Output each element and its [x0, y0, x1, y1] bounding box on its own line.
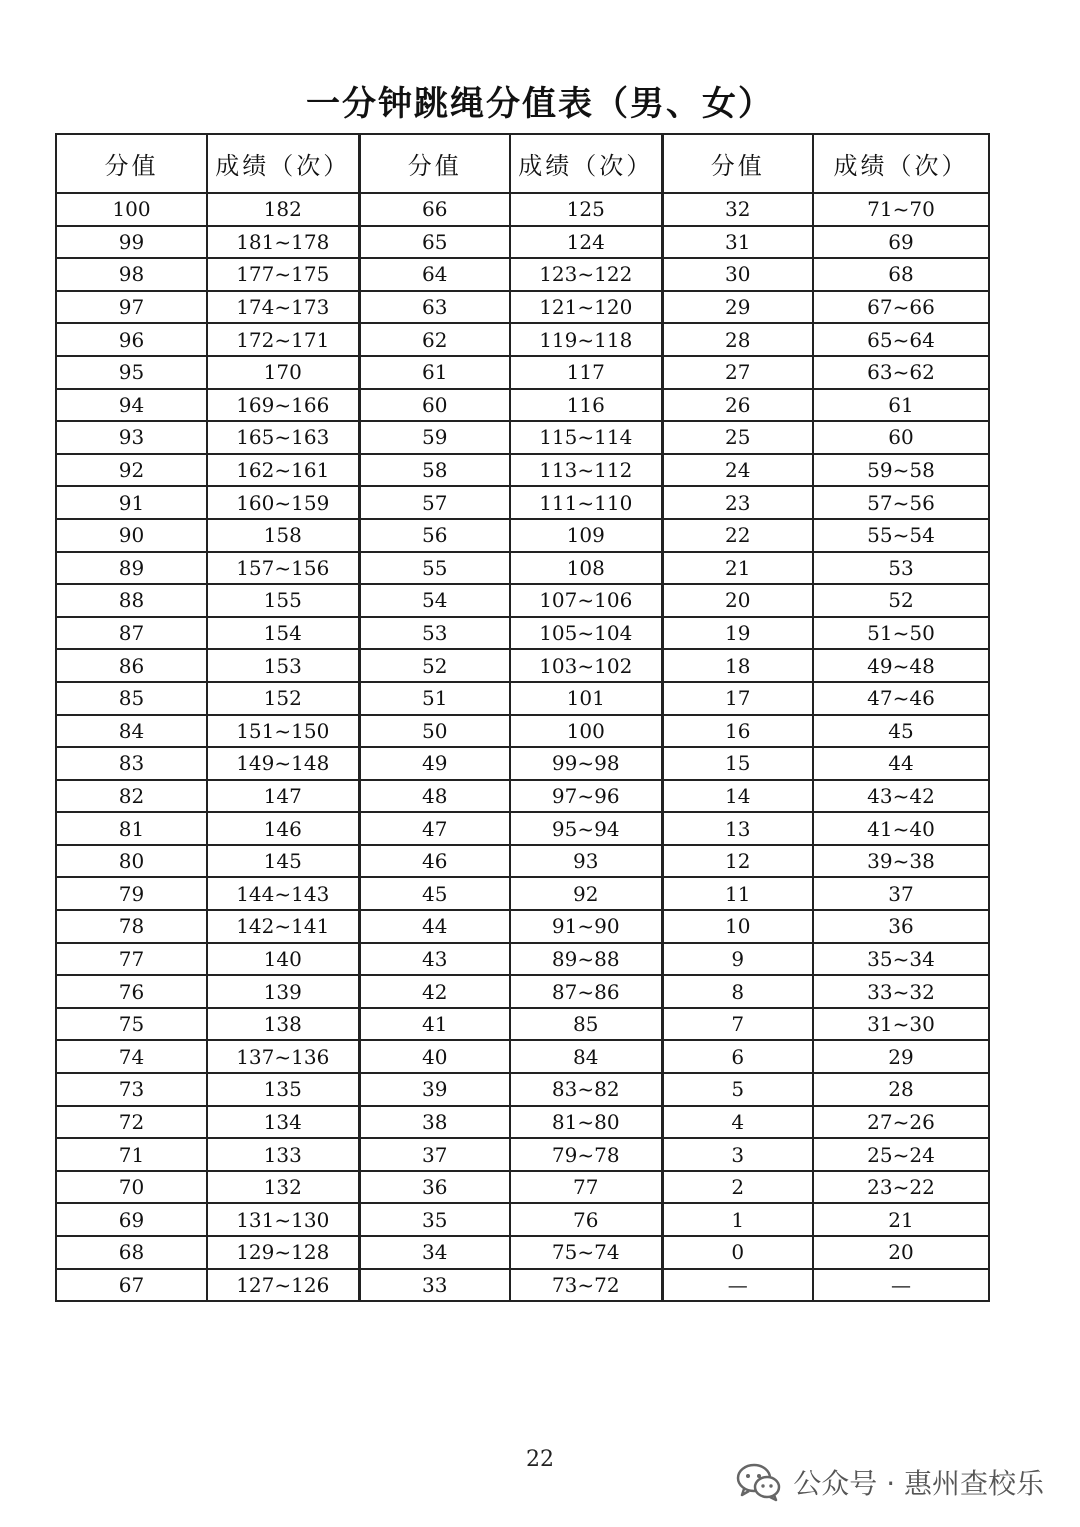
score-cell: 40	[359, 1040, 510, 1073]
header-score: 分值	[359, 134, 510, 193]
result-cell: 138	[207, 1008, 359, 1041]
table-row	[56, 780, 989, 813]
result-cell: 41~40	[813, 812, 989, 845]
result-cell: 181~178	[207, 226, 359, 259]
table-row	[56, 617, 989, 650]
result-cell: 127~126	[207, 1269, 359, 1302]
result-cell: 100	[510, 715, 662, 748]
score-cell: 55	[359, 552, 510, 585]
score-cell: 28	[662, 323, 813, 356]
score-cell: 19	[662, 617, 813, 650]
score-cell: 67	[56, 1269, 207, 1302]
table-row	[56, 1269, 989, 1302]
result-cell: 49~48	[813, 649, 989, 682]
result-cell: 154	[207, 617, 359, 650]
result-cell: 89~88	[510, 943, 662, 976]
score-cell: 5	[662, 1073, 813, 1106]
result-cell: 125	[510, 193, 662, 226]
result-cell: 182	[207, 193, 359, 226]
wechat-icon	[735, 1462, 783, 1502]
result-cell: 28	[813, 1073, 989, 1106]
result-cell: 61	[813, 389, 989, 422]
result-cell: 27~26	[813, 1106, 989, 1139]
score-cell: 14	[662, 780, 813, 813]
table-row	[56, 715, 989, 748]
table-row	[56, 1203, 989, 1236]
table-row	[56, 1171, 989, 1204]
result-cell: 85	[510, 1008, 662, 1041]
score-cell: 8	[662, 975, 813, 1008]
score-cell: 96	[56, 323, 207, 356]
result-cell: 137~136	[207, 1040, 359, 1073]
score-cell: 41	[359, 1008, 510, 1041]
score-cell: 49	[359, 747, 510, 780]
table-row	[56, 193, 989, 226]
score-table	[55, 133, 990, 1302]
result-cell: —	[813, 1269, 989, 1302]
result-cell: 68	[813, 258, 989, 291]
score-cell: 72	[56, 1106, 207, 1139]
result-cell: 108	[510, 552, 662, 585]
score-cell: 74	[56, 1040, 207, 1073]
score-cell: 4	[662, 1106, 813, 1139]
result-cell: 123~122	[510, 258, 662, 291]
score-cell: 59	[359, 421, 510, 454]
score-cell: 35	[359, 1203, 510, 1236]
score-cell: 45	[359, 877, 510, 910]
result-cell: 153	[207, 649, 359, 682]
header-row	[56, 134, 989, 193]
score-cell: 29	[662, 291, 813, 324]
score-cell: 13	[662, 812, 813, 845]
result-cell: 57~56	[813, 486, 989, 519]
table-row	[56, 877, 989, 910]
header-result: 成绩（次）	[510, 134, 662, 193]
table-row	[56, 389, 989, 422]
score-cell: 99	[56, 226, 207, 259]
score-cell: 71	[56, 1138, 207, 1171]
page-number: 22	[526, 1447, 554, 1472]
result-cell: 151~150	[207, 715, 359, 748]
score-cell: 50	[359, 715, 510, 748]
score-cell: 12	[662, 845, 813, 878]
result-cell: 115~114	[510, 421, 662, 454]
header-result: 成绩（次）	[207, 134, 359, 193]
score-cell: 51	[359, 682, 510, 715]
table-row	[56, 226, 989, 259]
result-cell: 59~58	[813, 454, 989, 487]
result-cell: 52	[813, 584, 989, 617]
score-cell: 86	[56, 649, 207, 682]
result-cell: 140	[207, 943, 359, 976]
result-cell: 157~156	[207, 552, 359, 585]
result-cell: 33~32	[813, 975, 989, 1008]
score-cell: 27	[662, 356, 813, 389]
score-cell: 26	[662, 389, 813, 422]
result-cell: 53	[813, 552, 989, 585]
score-cell: 38	[359, 1106, 510, 1139]
result-cell: 67~66	[813, 291, 989, 324]
score-cell: 31	[662, 226, 813, 259]
score-cell: 61	[359, 356, 510, 389]
score-cell: 76	[56, 975, 207, 1008]
table-row	[56, 258, 989, 291]
result-cell: 83~82	[510, 1073, 662, 1106]
score-cell: 21	[662, 552, 813, 585]
score-cell: 43	[359, 943, 510, 976]
score-cell: 80	[56, 845, 207, 878]
result-cell: 132	[207, 1171, 359, 1204]
result-cell: 44	[813, 747, 989, 780]
result-cell: 97~96	[510, 780, 662, 813]
score-cell: 89	[56, 552, 207, 585]
score-cell: 84	[56, 715, 207, 748]
score-cell: 24	[662, 454, 813, 487]
result-cell: 23~22	[813, 1171, 989, 1204]
score-cell: 77	[56, 943, 207, 976]
result-cell: 43~42	[813, 780, 989, 813]
score-cell: —	[662, 1269, 813, 1302]
score-cell: 83	[56, 747, 207, 780]
page-title: 一分钟跳绳分值表（男、女）	[306, 84, 774, 124]
score-cell: 30	[662, 258, 813, 291]
result-cell: 165~163	[207, 421, 359, 454]
score-cell: 2	[662, 1171, 813, 1204]
score-cell: 78	[56, 910, 207, 943]
score-cell: 56	[359, 519, 510, 552]
score-cell: 15	[662, 747, 813, 780]
score-cell: 62	[359, 323, 510, 356]
result-cell: 133	[207, 1138, 359, 1171]
result-cell: 144~143	[207, 877, 359, 910]
table-row	[56, 812, 989, 845]
score-cell: 53	[359, 617, 510, 650]
table-row	[56, 1138, 989, 1171]
score-cell: 92	[56, 454, 207, 487]
score-cell: 54	[359, 584, 510, 617]
score-cell: 91	[56, 486, 207, 519]
result-cell: 35~34	[813, 943, 989, 976]
score-cell: 3	[662, 1138, 813, 1171]
score-cell: 58	[359, 454, 510, 487]
table-row	[56, 943, 989, 976]
result-cell: 142~141	[207, 910, 359, 943]
result-cell: 131~130	[207, 1203, 359, 1236]
score-cell: 66	[359, 193, 510, 226]
table-row	[56, 291, 989, 324]
score-cell: 9	[662, 943, 813, 976]
score-cell: 34	[359, 1236, 510, 1269]
score-cell: 0	[662, 1236, 813, 1269]
result-cell: 69	[813, 226, 989, 259]
result-cell: 20	[813, 1236, 989, 1269]
score-cell: 64	[359, 258, 510, 291]
result-cell: 55~54	[813, 519, 989, 552]
table-header	[56, 134, 989, 193]
table-row	[56, 1236, 989, 1269]
result-cell: 95~94	[510, 812, 662, 845]
result-cell: 105~104	[510, 617, 662, 650]
table-row	[56, 1073, 989, 1106]
score-cell: 94	[56, 389, 207, 422]
result-cell: 99~98	[510, 747, 662, 780]
result-cell: 92	[510, 877, 662, 910]
result-cell: 146	[207, 812, 359, 845]
table-row	[56, 1040, 989, 1073]
result-cell: 71~70	[813, 193, 989, 226]
table-row	[56, 682, 989, 715]
result-cell: 158	[207, 519, 359, 552]
score-cell: 75	[56, 1008, 207, 1041]
result-cell: 135	[207, 1073, 359, 1106]
score-cell: 100	[56, 193, 207, 226]
score-cell: 25	[662, 421, 813, 454]
table-row	[56, 421, 989, 454]
result-cell: 147	[207, 780, 359, 813]
score-cell: 6	[662, 1040, 813, 1073]
table-body	[56, 193, 989, 1301]
table-row	[56, 649, 989, 682]
result-cell: 31~30	[813, 1008, 989, 1041]
score-cell: 46	[359, 845, 510, 878]
result-cell: 152	[207, 682, 359, 715]
result-cell: 170	[207, 356, 359, 389]
result-cell: 65~64	[813, 323, 989, 356]
result-cell: 174~173	[207, 291, 359, 324]
result-cell: 91~90	[510, 910, 662, 943]
score-cell: 17	[662, 682, 813, 715]
table-row	[56, 454, 989, 487]
result-cell: 107~106	[510, 584, 662, 617]
score-cell: 98	[56, 258, 207, 291]
result-cell: 77	[510, 1171, 662, 1204]
result-cell: 177~175	[207, 258, 359, 291]
result-cell: 111~110	[510, 486, 662, 519]
score-cell: 90	[56, 519, 207, 552]
header-score: 分值	[56, 134, 207, 193]
score-cell: 68	[56, 1236, 207, 1269]
score-cell: 97	[56, 291, 207, 324]
table-row	[56, 323, 989, 356]
score-cell: 95	[56, 356, 207, 389]
result-cell: 155	[207, 584, 359, 617]
result-cell: 75~74	[510, 1236, 662, 1269]
result-cell: 37	[813, 877, 989, 910]
score-cell: 11	[662, 877, 813, 910]
result-cell: 124	[510, 226, 662, 259]
result-cell: 145	[207, 845, 359, 878]
score-cell: 22	[662, 519, 813, 552]
score-cell: 1	[662, 1203, 813, 1236]
result-cell: 87~86	[510, 975, 662, 1008]
score-cell: 39	[359, 1073, 510, 1106]
result-cell: 51~50	[813, 617, 989, 650]
table-row	[56, 552, 989, 585]
score-cell: 65	[359, 226, 510, 259]
result-cell: 39~38	[813, 845, 989, 878]
table-row	[56, 1106, 989, 1139]
result-cell: 73~72	[510, 1269, 662, 1302]
result-cell: 129~128	[207, 1236, 359, 1269]
result-cell: 117	[510, 356, 662, 389]
table-row	[56, 747, 989, 780]
score-cell: 73	[56, 1073, 207, 1106]
result-cell: 60	[813, 421, 989, 454]
table-row	[56, 584, 989, 617]
score-cell: 7	[662, 1008, 813, 1041]
score-cell: 20	[662, 584, 813, 617]
score-cell: 48	[359, 780, 510, 813]
table-row	[56, 910, 989, 943]
result-cell: 139	[207, 975, 359, 1008]
result-cell: 47~46	[813, 682, 989, 715]
table-row	[56, 356, 989, 389]
score-cell: 69	[56, 1203, 207, 1236]
score-cell: 60	[359, 389, 510, 422]
result-cell: 81~80	[510, 1106, 662, 1139]
result-cell: 109	[510, 519, 662, 552]
watermark-text: 公众号 · 惠州查校乐	[793, 1467, 1044, 1500]
table-row	[56, 486, 989, 519]
result-cell: 36	[813, 910, 989, 943]
result-cell: 25~24	[813, 1138, 989, 1171]
score-cell: 32	[662, 193, 813, 226]
score-cell: 47	[359, 812, 510, 845]
score-cell: 82	[56, 780, 207, 813]
score-cell: 36	[359, 1171, 510, 1204]
result-cell: 21	[813, 1203, 989, 1236]
table-row	[56, 1008, 989, 1041]
score-cell: 52	[359, 649, 510, 682]
result-cell: 79~78	[510, 1138, 662, 1171]
result-cell: 84	[510, 1040, 662, 1073]
header-result: 成绩（次）	[813, 134, 989, 193]
score-cell: 79	[56, 877, 207, 910]
result-cell: 160~159	[207, 486, 359, 519]
table-row	[56, 975, 989, 1008]
result-cell: 149~148	[207, 747, 359, 780]
result-cell: 45	[813, 715, 989, 748]
result-cell: 116	[510, 389, 662, 422]
score-cell: 10	[662, 910, 813, 943]
score-cell: 63	[359, 291, 510, 324]
score-cell: 33	[359, 1269, 510, 1302]
score-cell: 18	[662, 649, 813, 682]
result-cell: 113~112	[510, 454, 662, 487]
result-cell: 103~102	[510, 649, 662, 682]
score-cell: 37	[359, 1138, 510, 1171]
result-cell: 101	[510, 682, 662, 715]
result-cell: 169~166	[207, 389, 359, 422]
result-cell: 119~118	[510, 323, 662, 356]
score-cell: 57	[359, 486, 510, 519]
result-cell: 121~120	[510, 291, 662, 324]
score-cell: 85	[56, 682, 207, 715]
table-row	[56, 519, 989, 552]
score-cell: 81	[56, 812, 207, 845]
result-cell: 63~62	[813, 356, 989, 389]
score-cell: 93	[56, 421, 207, 454]
result-cell: 29	[813, 1040, 989, 1073]
score-cell: 23	[662, 486, 813, 519]
score-cell: 70	[56, 1171, 207, 1204]
score-cell: 42	[359, 975, 510, 1008]
result-cell: 134	[207, 1106, 359, 1139]
result-cell: 76	[510, 1203, 662, 1236]
score-cell: 16	[662, 715, 813, 748]
score-cell: 87	[56, 617, 207, 650]
watermark	[735, 1462, 1044, 1502]
result-cell: 162~161	[207, 454, 359, 487]
header-score: 分值	[662, 134, 813, 193]
result-cell: 93	[510, 845, 662, 878]
result-cell: 172~171	[207, 323, 359, 356]
score-cell: 44	[359, 910, 510, 943]
table-row	[56, 845, 989, 878]
score-cell: 88	[56, 584, 207, 617]
